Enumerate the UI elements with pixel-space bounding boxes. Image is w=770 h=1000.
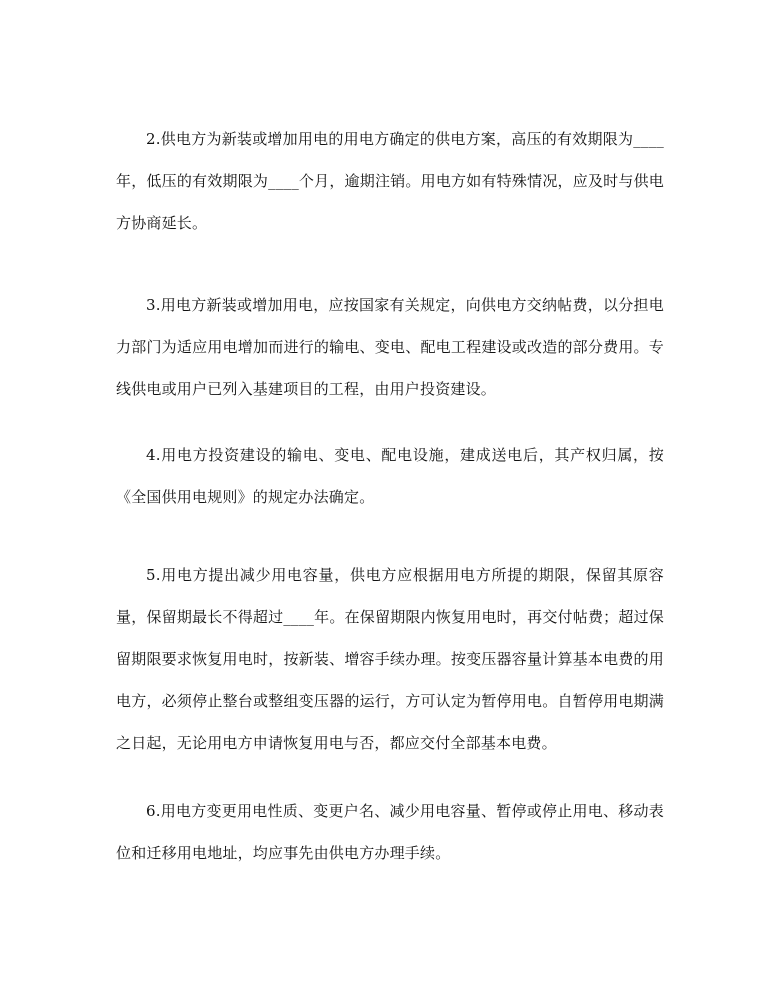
paragraph-3: 3.用电方新装或增加用电，应按国家有关规定，向供电方交纳帖费，以分担电力部门为适应用电增加而进行的输电、变电、配电工程建设或改造的部分费用。专线供电或用户已列入基建项目的工程，由用户投资建设。 [116, 296, 664, 398]
paragraph-2: 2.供电方为新装或增加用电的用电方确定的供电方案，高压的有效期限为____年，低压的有效期限为____个月，逾期注销。用电方如有特殊情况，应及时与供电方协商延长。 [116, 130, 664, 232]
paragraph-4: 4.用电方投资建设的输电、变电、配电设施，建成送电后，其产权归属，按《全国供用电规则》的规定办法确定。 [116, 446, 664, 506]
paragraph-5: 5.用电方提出减少用电容量，供电方应根据用电方所提的期限，保留其原容量，保留期最长不得超过____年。在保留期限内恢复用电时，再交付帖费；超过保留期限要求恢复用电时，按新装、增容手续办理。按变压器容量计算基本电费的用电方，必须停止整台或整组变压器的运行，方可认定为暂停用电。自暂停用电期满之日起，无论用电方申请恢复用电与否，都应交付全部基本电费。 [116, 566, 664, 752]
paragraph-6: 6.用电方变更用电性质、变更户名、减少用电容量、暂停或停止用电、移动表位和迁移用电地址，均应事先由供电方办理手续。 [116, 802, 664, 862]
